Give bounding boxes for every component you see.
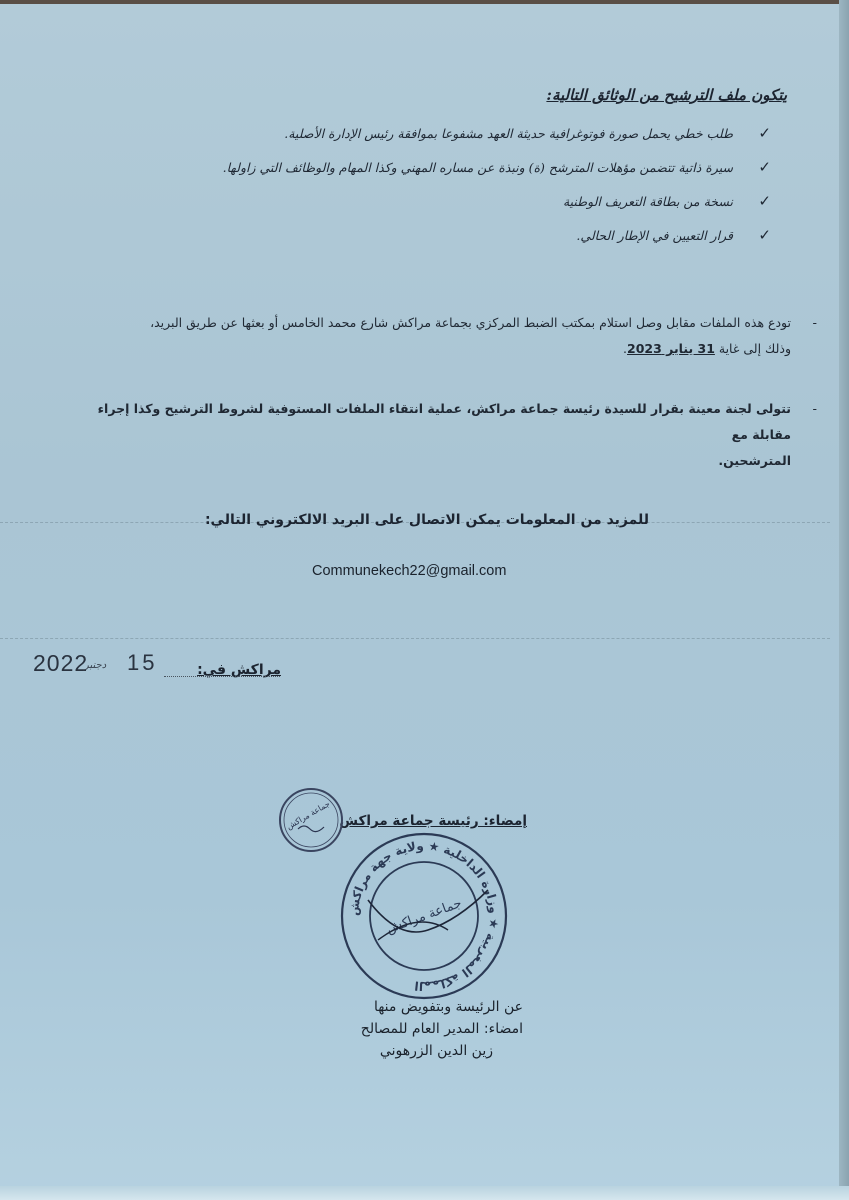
checklist-item-text: نسخة من بطاقة التعريف الوطنية	[562, 194, 733, 209]
date-dotted-line	[164, 676, 280, 677]
date-day: 15	[127, 650, 158, 675]
committee-paragraph	[71, 396, 817, 474]
check-icon: ✓	[758, 124, 771, 142]
checklist-item	[151, 124, 771, 158]
checklist-item	[151, 158, 771, 192]
page-bottom-edge	[0, 1186, 849, 1200]
documents-checklist	[151, 124, 771, 260]
checklist-item	[151, 192, 771, 226]
scan-divider	[0, 638, 830, 639]
submission-suffix: .	[623, 341, 628, 356]
delegation-block	[283, 996, 523, 1062]
checklist-item-text: طلب خطي يحمل صورة فوتوغرافية حديثة العهد مشفوعا بموافقة رئيس الإدارة الأصلية.	[284, 126, 733, 141]
dash-bullet: -	[812, 315, 817, 330]
page-top-edge	[0, 0, 849, 4]
signer-title: إمضاء: رئيسة جماعة مراكش	[339, 813, 527, 829]
submission-line-1: تودع هذه الملفات مقابل وصل استلام بمكتب الضبط المركزي بجماعة مراكش شارع محمد الخامس أو بعثها عن طريق البريد،	[150, 315, 791, 330]
contact-info: للمزيد من المعلومات يمكن الاتصال على البريد الالكتروني التالي:	[204, 512, 649, 528]
delegation-line-3: زين الدين الزرهوني	[379, 1043, 493, 1059]
dash-bullet: -	[812, 401, 817, 416]
submission-paragraph	[71, 310, 817, 362]
checklist-item-text: سيرة ذاتية تتضمن مؤهلات المترشح (ة) ونبذة عن مساره المهني وكذا المهام والوظائف التي زاولها.	[222, 160, 733, 175]
official-round-stamp	[338, 830, 510, 1002]
date-year: 2022	[33, 650, 89, 676]
place-label: مراكش في:	[197, 662, 281, 678]
contact-email: Communekech22@gmail.com	[312, 563, 507, 579]
delegation-line-1: عن الرئيسة وبتفويض منها	[373, 999, 523, 1015]
stamp-inner-text: جماعة مراكش	[384, 895, 464, 938]
submission-prefix: وذلك إلى غاية	[714, 341, 791, 356]
small-stamp-text: جماعة مراكش	[284, 799, 332, 832]
page-right-edge	[839, 0, 849, 1200]
check-icon: ✓	[758, 158, 771, 176]
checklist-item-text: قرار التعيين في الإطار الحالي.	[576, 228, 733, 243]
deadline-date: 31 يناير 2023	[627, 341, 715, 356]
stamp-outer-text: المملكة المغربية ★ وزارة الداخلية ★ ولاية جهة مراكش	[346, 838, 502, 994]
delegation-line-2: امضاء: المدير العام للمصالح	[360, 1021, 523, 1037]
committee-line-2: المترشحين.	[718, 453, 791, 468]
date-month: دجنبر	[84, 660, 107, 671]
checklist-item	[151, 226, 771, 260]
check-icon: ✓	[758, 226, 771, 244]
documents-heading: يتكون ملف الترشيح من الوثائق التالية:	[546, 86, 787, 104]
small-stamp	[278, 787, 344, 853]
submission-line-2	[71, 336, 791, 362]
check-icon: ✓	[758, 192, 771, 210]
committee-line-1: تتولى لجنة معينة بقرار للسيدة رئيسة جماعة مراكش، عملية انتقاء الملفات المستوفية لشروط الترشيح وكذا إجراء مقابلة مع	[97, 401, 791, 442]
